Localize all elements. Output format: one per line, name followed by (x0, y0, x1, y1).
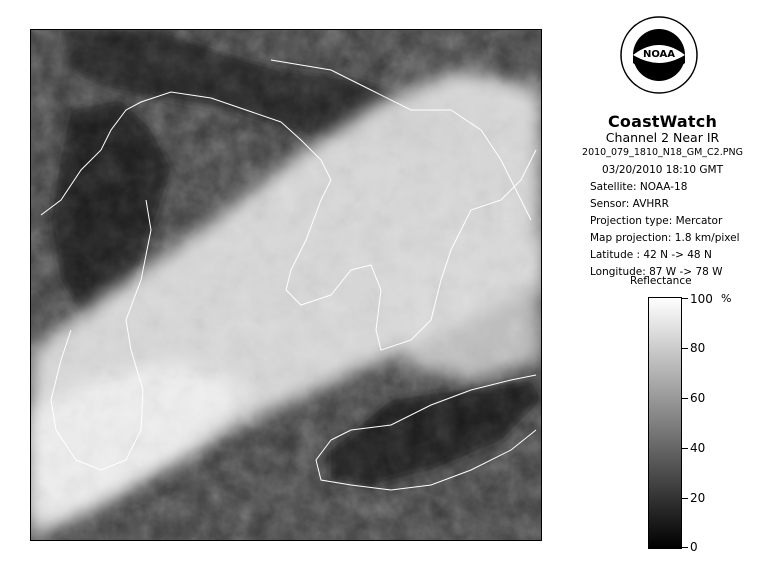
tick-label: 0 (690, 540, 698, 554)
satellite-image (30, 29, 542, 541)
meta-projection-type: Projection type: Mercator (590, 215, 723, 227)
tick-mark (682, 298, 688, 299)
channel-subtitle: Channel 2 Near IR (605, 130, 720, 145)
meta-sensor: Sensor: AVHRR (590, 198, 669, 210)
legend-unit: % (721, 292, 732, 305)
logo-text: NOAA (642, 49, 676, 60)
tick-mark (682, 547, 688, 548)
tick-mark (682, 448, 688, 449)
satellite-scene (31, 30, 541, 540)
meta-longitude: Longitude: 87 W -> 78 W (590, 266, 723, 278)
tick-label: 20 (690, 491, 706, 505)
noaa-logo (619, 15, 699, 95)
legend-title: Reflectance (630, 275, 692, 287)
app-title: CoastWatch (607, 112, 718, 131)
tick-label: 80 (690, 341, 706, 355)
tick-label: 40 (690, 441, 706, 455)
tick-mark (682, 498, 688, 499)
tick-mark (682, 348, 688, 349)
meta-map-projection: Map projection: 1.8 km/pixel (590, 232, 740, 244)
date-time: 03/20/2010 18:10 GMT (601, 164, 724, 176)
colorbar (648, 297, 682, 549)
tick-mark (682, 398, 688, 399)
meta-latitude: Latitude : 42 N -> 48 N (590, 249, 712, 261)
tick-label: 100 (690, 292, 713, 306)
meta-satellite: Satellite: NOAA-18 (590, 181, 688, 193)
tick-label: 60 (690, 391, 706, 405)
file-name: 2010_079_1810_N18_GM_C2.PNG (582, 147, 743, 158)
